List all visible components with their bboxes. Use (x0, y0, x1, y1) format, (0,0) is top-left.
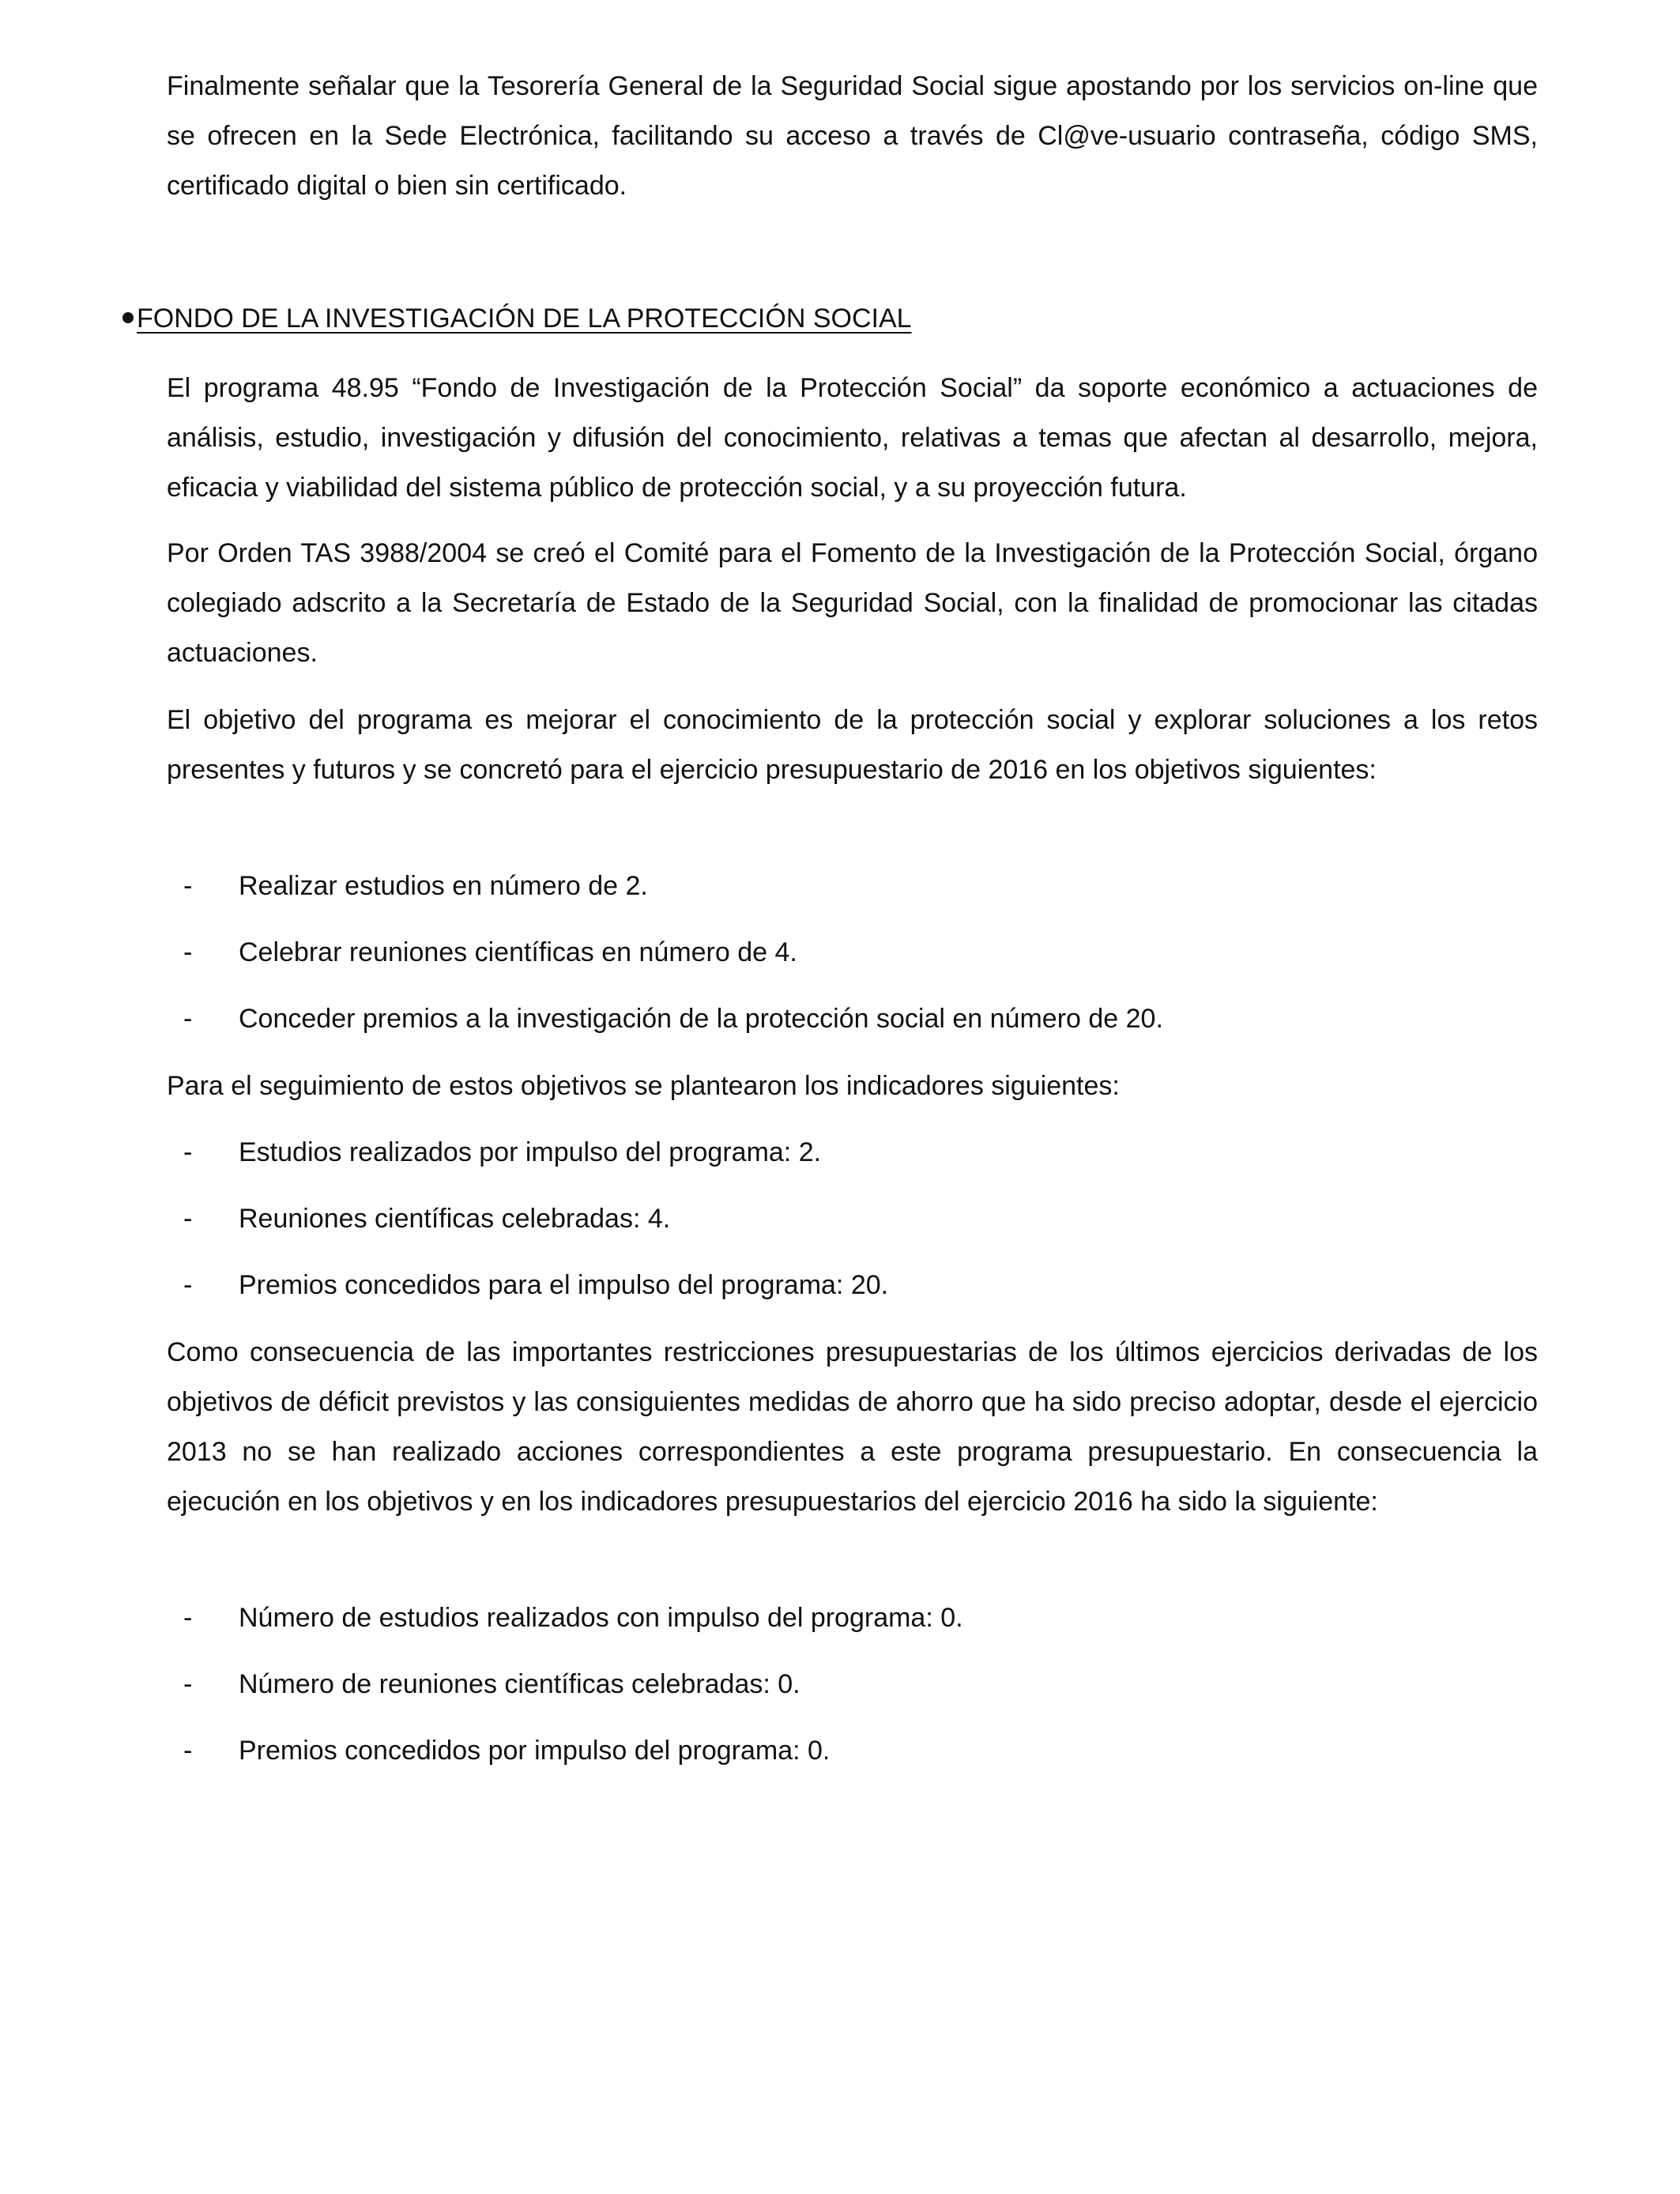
list-item-text: Premios concedidos para el impulso del programa: 20. (239, 1270, 889, 1300)
list-item-text: Estudios realizados por impulso del programa: 2. (239, 1137, 822, 1167)
list-dash: - (183, 1137, 193, 1167)
list-dash: - (183, 1004, 193, 1034)
list-dash: - (183, 1669, 193, 1699)
intro-paragraph: Finalmente señalar que la Tesorería General de la Seguridad Social sigue apostando por los servicios on-line que se ofrecen en la Sede Electrónica, facilitando su acceso a través de Cl@ve-usuario contraseña, código SMS, certificado digital o bien sin certificado. (167, 71, 1538, 201)
list-item-text: Reuniones científicas celebradas: 4. (239, 1204, 671, 1234)
section-heading-text: FONDO DE LA INVESTIGACIÓN DE LA PROTECCIÓN SOCIAL (137, 303, 912, 334)
list-dash: - (183, 871, 193, 901)
list-item-text: Conceder premios a la investigación de la protección social en número de 20. (239, 1004, 1163, 1034)
list-item-text: Número de reuniones científicas celebradas: 0. (239, 1669, 800, 1699)
list-dash: - (183, 1603, 193, 1633)
paragraph-programa: El programa 48.95 “Fondo de Investigación de la Protección Social” da soporte económico a actuaciones de análisis, estudio, investigación y difusión del conocimiento, relativas a temas que afectan al desarrollo, mejora, eficacia y viabilidad del sistema público de protección social, y a su proyección futura. (167, 373, 1538, 503)
list-item-text: Premios concedidos por impulso del programa: 0. (239, 1736, 831, 1766)
paragraph-consecuencia: Como consecuencia de las importantes restricciones presupuestarias de los últimos ejercicios derivadas de los objetivos de déficit previstos y las consiguientes medidas de ahorro que ha sido preciso adoptar, desde el ejercicio 2013 no se han realizado acciones correspondientes a este programa presupuestario. En consecuencia la ejecución en los objetivos y en los indicadores presupuestarios del ejercicio 2016 ha sido la siguiente: (167, 1337, 1538, 1517)
paragraph-orden: Por Orden TAS 3988/2004 se creó el Comité para el Fomento de la Investigación de la Protección Social, órgano colegiado adscrito a la Secretaría de Estado de la Seguridad Social, con la finalidad de promocionar las citadas actuaciones. (167, 538, 1538, 668)
list-dash: - (183, 1736, 193, 1766)
section-heading (122, 294, 912, 344)
list-dash: - (183, 1270, 193, 1300)
paragraph-objetivo: El objetivo del programa es mejorar el conocimiento de la protección social y explorar soluciones a los retos presentes y futuros y se concretó para el ejercicio presupuestario de 2016 en los objetivos siguientes: (167, 705, 1538, 785)
bullet-icon (122, 312, 134, 323)
list-item-text: Celebrar reuniones científicas en número de 4. (239, 937, 797, 967)
list-dash: - (183, 937, 193, 967)
list-item-text: Realizar estudios en número de 2. (239, 871, 648, 901)
list-item-text: Número de estudios realizados con impulso del programa: 0. (239, 1603, 963, 1633)
paragraph-seguimiento: Para el seguimiento de estos objetivos se plantearon los indicadores siguientes: (167, 1071, 1120, 1101)
list-dash: - (183, 1204, 193, 1234)
